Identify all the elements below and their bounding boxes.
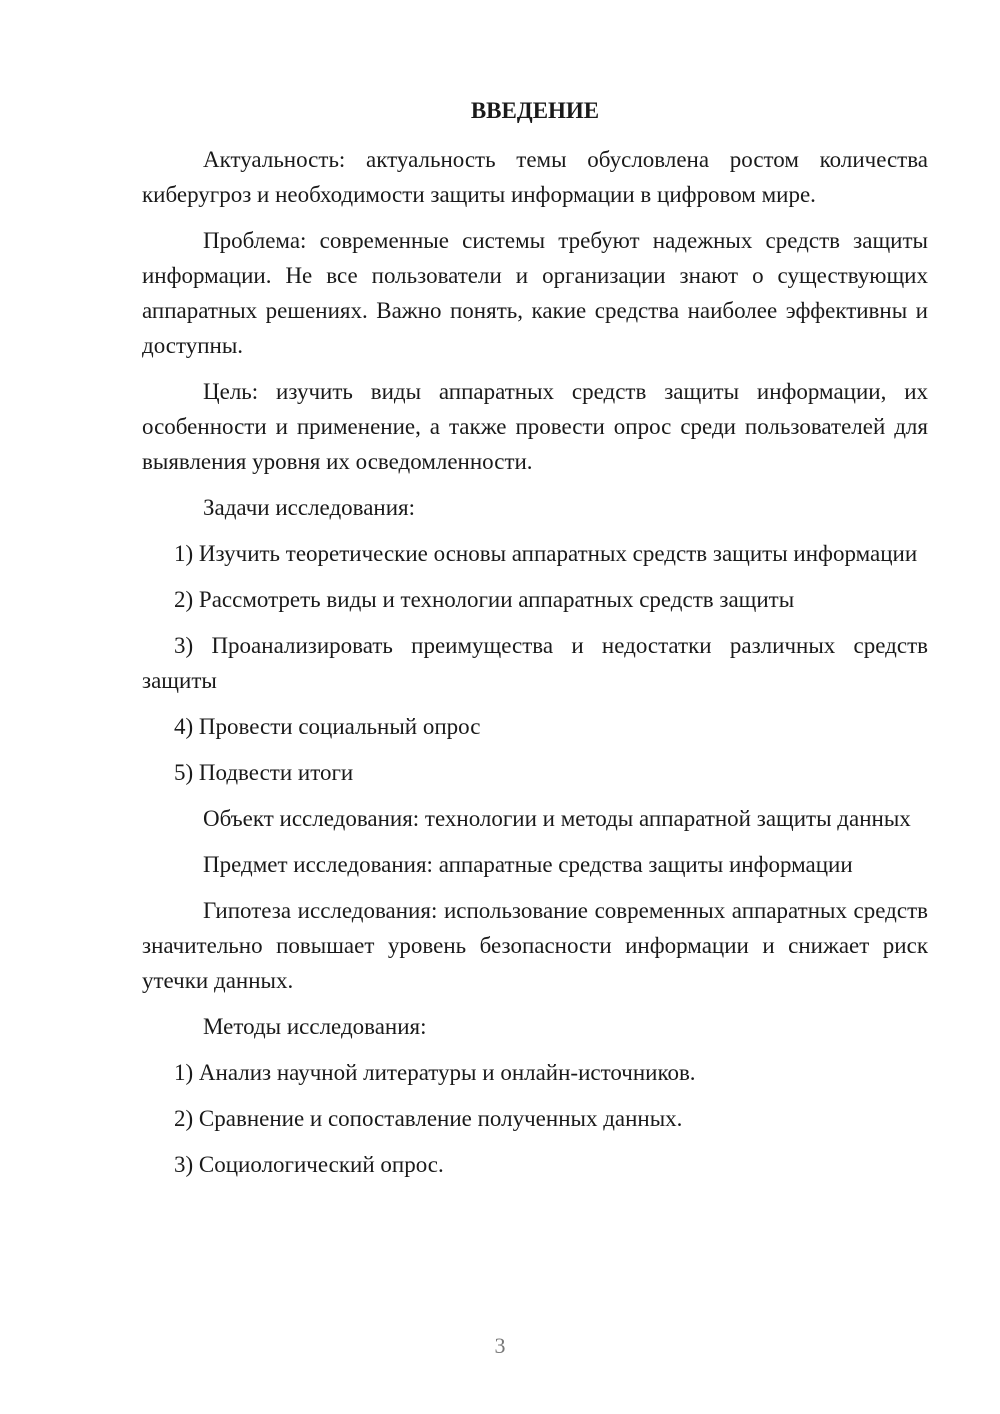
methods-heading: Методы исследования: [203, 1014, 427, 1039]
task-item: 3) Проанализировать преимущества и недостатки различных средств защиты [142, 633, 928, 693]
task-item: 2) Рассмотреть виды и технологии аппаратных средств защиты [174, 587, 795, 612]
method-item: 1) Анализ научной литературы и онлайн-источников. [174, 1060, 696, 1085]
problem-paragraph: Проблема: современные системы требуют надежных средств защиты информации. Не все пользователи и организации знают о существующих аппаратных решениях. Важно понять, какие средства наиболее эффективны и доступны. [142, 228, 928, 358]
relevance-paragraph: Актуальность: актуальность темы обусловлена ростом количества киберугроз и необходимости защиты информации в цифровом мире. [142, 147, 928, 207]
subject-paragraph: Предмет исследования: аппаратные средства защиты информации [203, 852, 853, 877]
object-paragraph: Объект исследования: технологии и методы аппаратной защиты данных [203, 806, 911, 831]
task-item: 1) Изучить теоретические основы аппаратных средств защиты информации [174, 541, 918, 566]
hypothesis-paragraph: Гипотеза исследования: использование современных аппаратных средств значительно повышает уровень безопасности информации и снижает риск утечки данных. [142, 898, 928, 993]
section-title: ВВЕДЕНИЕ [470, 98, 600, 123]
task-item: 4) Провести социальный опрос [174, 714, 481, 739]
page-number: 3 [494, 1333, 506, 1358]
tasks-heading: Задачи исследования: [203, 495, 416, 520]
document-page [142, 96, 928, 1193]
method-item: 3) Социологический опрос. [174, 1152, 444, 1177]
task-item: 5) Подвести итоги [174, 760, 354, 785]
goal-paragraph: Цель: изучить виды аппаратных средств защиты информации, их особенности и применение, а также провести опрос среди пользователей для выявления уровня их осведомленности. [142, 379, 928, 474]
method-item: 2) Сравнение и сопоставление полученных данных. [174, 1106, 683, 1131]
